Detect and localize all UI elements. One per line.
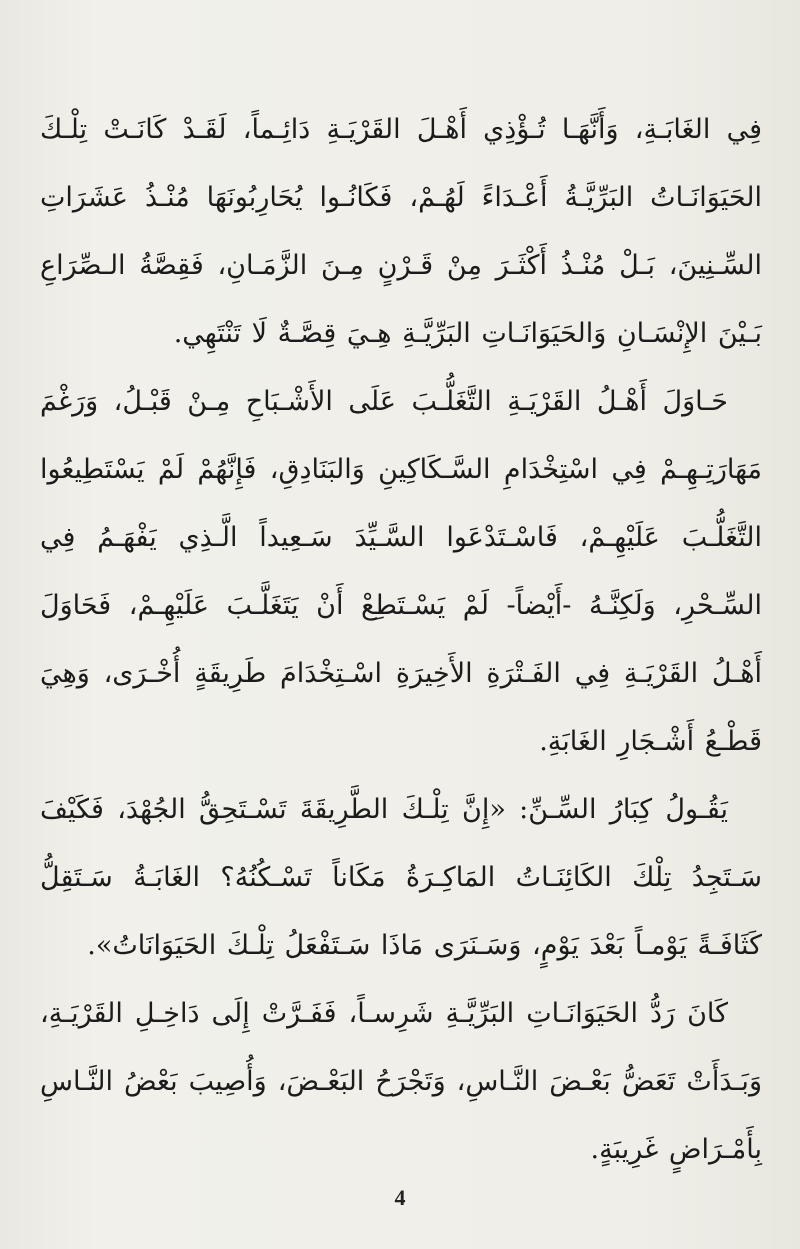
paragraph-3: يَقُـولُ كِبَارُ السِّـنِّ: «إِنَّ تِلْـكَ الطَّرِيقَةَ تَسْـتَحِقُّ الجُهْدَ، فَكَيْفَ سَـتَجِدُ تِلْكَ الكَائِنَـاتُ المَاكِـرَةُ مَكَاناً تَسْـكُنُهُ؟ الغَابَـةُ سَـتَقِلُّ كَثَافَـةً يَوْمـاً بَعْدَ يَوْمٍ، وَسَـنَرَى مَاذَا سَـتَفْعَلُ تِلْـكَ الحَيَوَانَاتُ». bbox=[40, 794, 762, 961]
paragraph-4: كَانَ رَدُّ الحَيَوَانَـاتِ البَرِّيَّـةِ شَرِسـاً، فَفَـرَّتْ إِلَى دَاخِـلِ القَرْيَـةِ، وَبَـدَأَتْ تَعَضُّ بَعْـضَ النَّـاسِ، وَتَجْرَحُ البَعْـضَ، وَأُصِيبَ بَعْضُ النَّـاسِ بِأَمْـرَاضٍ غَرِيبَةٍ. bbox=[40, 998, 762, 1165]
body-text bbox=[40, 96, 762, 1184]
page-number: 4 bbox=[394, 1185, 406, 1210]
paragraph-1: فِي الغَابَـةِ، وَأَنَّهَـا تُـؤْذِي أَهْـلَ القَرْيَـةِ دَائِـماً، لَقَـدْ كَانَـتْ تِلْـكَ الحَيَوَانَـاتُ البَرِّيَّـةُ أَعْـدَاءً لَهُـمْ، فَكَانُـوا يُحَارِبُونَهَا مُنْـذُ عَشَرَاتِ السِّـنِينَ، بَـلْ مُنْـذُ أَكْثَـرَ مِنْ قَـرْنٍ مِـنَ الزَّمَـانِ، فَقِصَّةُ الـصِّرَاعِ بَـيْنَ الإِنْسَـانِ وَالحَيَوَانَـاتِ البَرِّيَّـةِ هِـيَ قِصَّـةٌ لَا تَنْتَهِي. bbox=[40, 114, 762, 349]
paragraph-2: حَـاوَلَ أَهْـلُ القَرْيَـةِ التَّغَلُّـبَ عَلَى الأَشْـبَاحِ مِـنْ قَبْـلُ، وَرَغْمَ مَهَارَتِـهِـمْ فِي اسْتِخْدَامِ السَّـكَاكِينِ وَالبَنَادِقِ، فَإِنَّهُمْ لَمْ يَسْتَطِيعُوا التَّغَلُّـبَ عَلَيْهِـمْ، فَاسْـتَدْعَوا السَّـيِّدَ سَـعِيداً الَّـذِي يَفْهَـمُ فِي السِّـحْرِ، وَلَكِنَّـهُ -أَيْضاً- لَمْ يَسْـتَطِعْ أَنْ يَتَغَلَّـبَ عَلَيْهِـمْ، فَحَاوَلَ أَهْـلُ القَرْيَـةِ فِي الفَـتْرَةِ الأَخِيرَةِ اسْـتِخْدَامَ طَرِيقَةٍ أُخْـرَى، وَهِيَ قَطْـعُ أَشْـجَارِ الغَابَةِ. bbox=[40, 386, 762, 757]
